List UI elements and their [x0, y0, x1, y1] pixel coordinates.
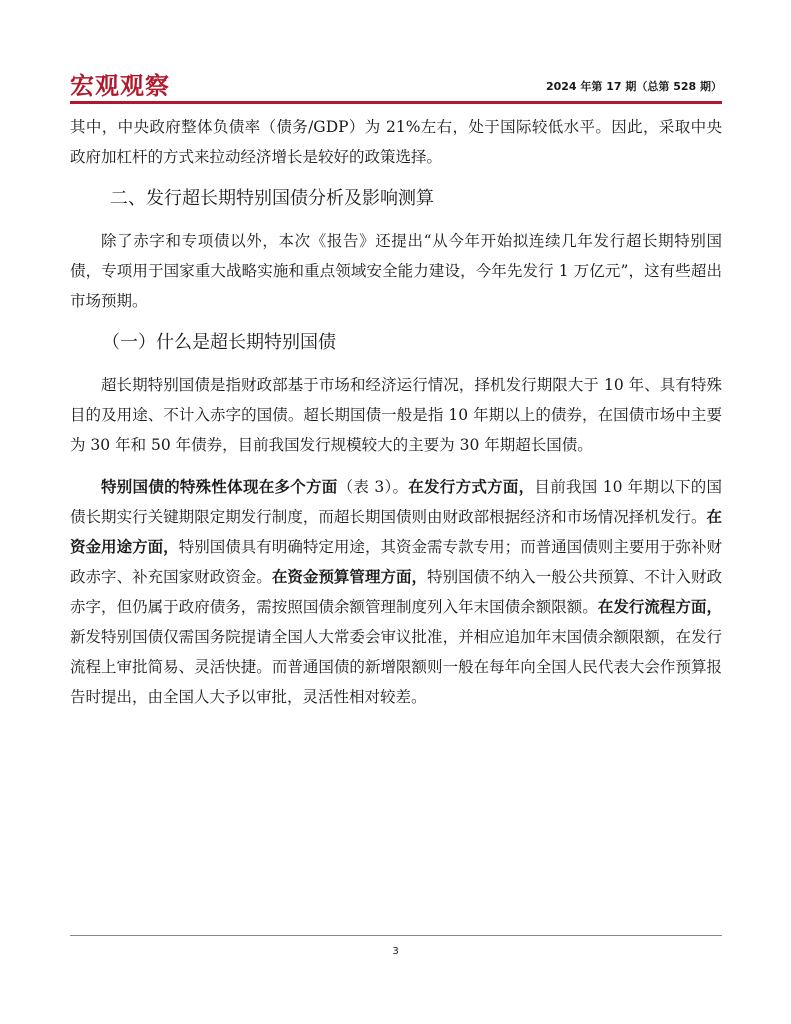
page-header — [70, 66, 722, 102]
page-number: 3 — [392, 946, 399, 957]
bold-lead: 在发行方式方面， — [408, 478, 535, 496]
paragraph-spacer — [70, 460, 722, 472]
publication-title: 宏观观察 — [70, 72, 170, 100]
paragraph-continued: 其中，中央政府整体负债率（债务/GDP）为 21%左右，处于国际较低水平。因此，采取中央政府加杠杆的方式来拉动经济增长是较好的政策选择。 — [70, 118, 722, 166]
subsection-heading: （一）什么是超长期特别国债 — [102, 332, 336, 353]
body-text: 特别国债具有明确特定用途，其资金需专款专用；而普通国债则主要用于弥补财政赤字、补充国家财政资金。 — [70, 538, 722, 586]
body-text: （表 3）。 — [337, 478, 409, 496]
bold-lead: 特别国债的特殊性体现在多个方面 — [101, 478, 338, 496]
bold-lead: 在资金用途方面， — [70, 508, 722, 556]
bold-lead: 在资金预算管理方面， — [271, 568, 428, 586]
paragraph-features — [70, 472, 722, 712]
section-heading: 二、发行超长期特别国债分析及影响测算 — [110, 188, 434, 209]
paragraph-definition: 超长期特别国债是指财政部基于市场和经济运行情况，择机发行期限大于 10 年、具有特殊目的及用途、不计入赤字的国债。超长期国债一般是指 10 年期以上的债券，在国债市场中主要为 30 年和 50 年债券，目前我国发行规模较大的主要为 30 年期超长国债。 — [70, 376, 722, 454]
body-text: 特别国债不纳入一般公共预算、不计入财政赤字，但仍属于政府债务，需按照国债余额管理制度列入年末国债余额限额。 — [70, 568, 722, 616]
bold-lead: 在发行流程方面， — [597, 598, 722, 616]
body-text: 新发特别国债仅需国务院提请全国人大常委会审议批准，并相应追加年末国债余额限额，在发行流程上审批简易、灵活快捷。而普通国债的新增限额则一般在每年向全国人民代表大会作预算报告时提出，由全国人大予以审批，灵活性相对较差。 — [70, 628, 722, 706]
issue-number: 2024 年第 17 期（总第 528 期） — [545, 80, 722, 93]
paragraph-intro: 除了赤字和专项债以外，本次《报告》还提出“从今年开始拟连续几年发行超长期特别国债，专项用于国家重大战略实施和重点领域安全能力建设，今年先发行 1 万亿元”，这有些超出市场预期。 — [70, 232, 722, 310]
body-text: 目前我国 10 年期以下的国债长期实行关键期限定期发行制度，而超长期国债则由财政部根据经济和市场情况择机发行。 — [70, 478, 722, 526]
footer-divider — [70, 935, 722, 936]
article-body — [70, 112, 722, 712]
header-divider — [70, 101, 722, 104]
